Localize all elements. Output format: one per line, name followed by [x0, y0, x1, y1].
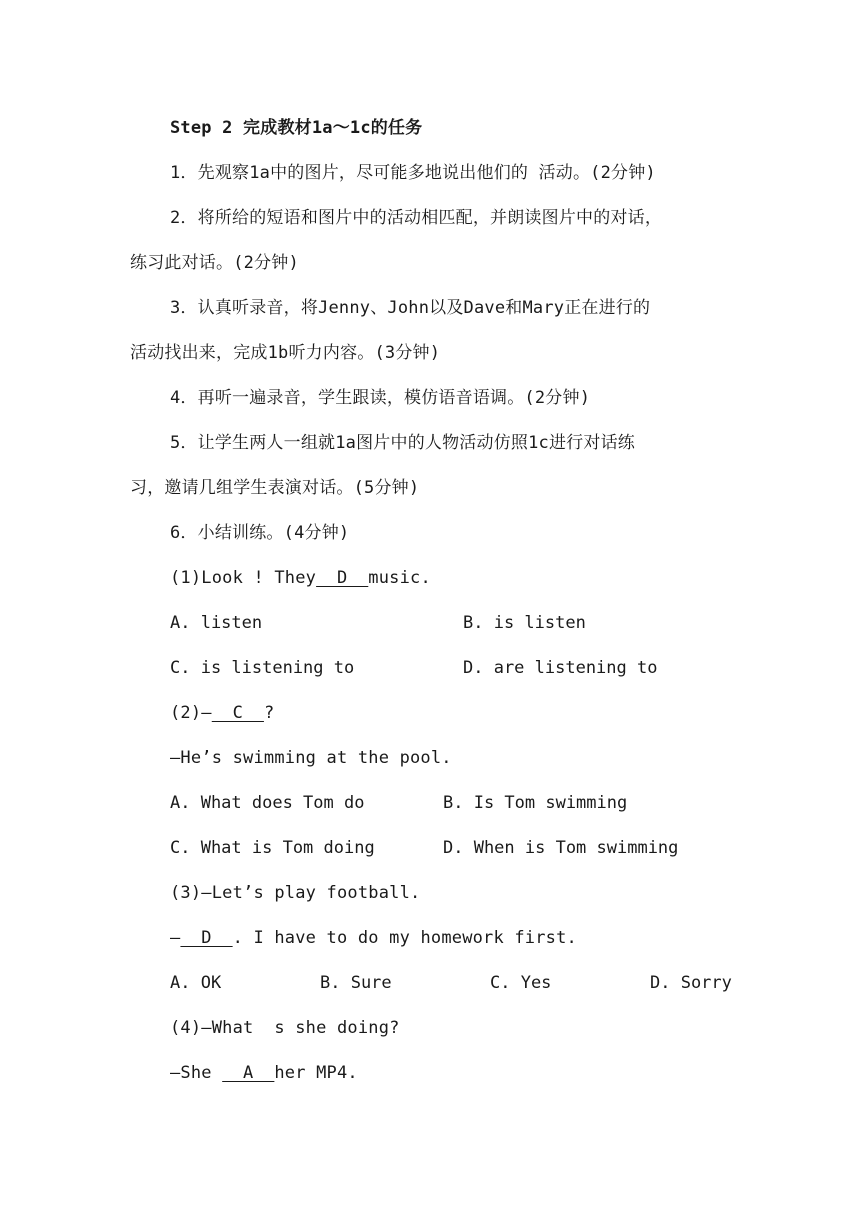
- question-2-suffix: ?: [263, 703, 275, 723]
- question-2-option-c: C. What is Tom doing: [170, 838, 375, 858]
- step-2: 2．将所给的短语和图片中的活动相匹配，并朗读图片中的对话，: [170, 208, 663, 228]
- question-3-option-a: A. OK: [170, 973, 222, 993]
- question-1-option-c: C. is listening to: [170, 658, 355, 678]
- question-3-answer-blank: D: [180, 928, 233, 948]
- question-1-option-a: A. listen: [170, 613, 263, 633]
- step-4: 4．再听一遍录音，学生跟读，模仿语音语调。(2分钟): [170, 388, 591, 408]
- question-2-option-d: D. When is Tom swimming: [443, 838, 679, 858]
- question-3-prompt: (3)—Let’s play football.: [170, 883, 421, 903]
- question-3-option-c: C. Yes: [490, 973, 552, 993]
- question-1-suffix: music.: [368, 568, 431, 588]
- question-4: [170, 1061, 358, 1085]
- step-5: 5．让学生两人一组就1a图片中的人物活动仿照1c进行对话练: [170, 433, 635, 453]
- question-3-option-b: B. Sure: [320, 973, 392, 993]
- question-4-prompt: (4)—What s she doing?: [170, 1018, 400, 1038]
- question-2-answer-blank: C: [211, 703, 264, 723]
- step-3-cont: 活动找出来，完成1b听力内容。(3分钟): [130, 343, 441, 363]
- question-3-prefix: —: [170, 928, 181, 948]
- step-5-cont: 习，邀请几组学生表演对话。(5分钟): [130, 478, 420, 498]
- question-3-suffix: . I have to do my homework first.: [232, 928, 577, 948]
- question-1-answer-blank: D: [316, 568, 369, 588]
- question-4-answer-blank: A: [222, 1063, 275, 1083]
- question-3: [170, 926, 577, 950]
- step-title: Step 2 完成教材1a～1c的任务: [170, 118, 423, 138]
- question-2-option-b: B. Is Tom swimming: [443, 793, 628, 813]
- step-3: 3．认真听录音，将Jenny、John以及Dave和Mary正在进行的: [170, 298, 651, 318]
- question-2: [170, 701, 274, 725]
- step-2-cont: 练习此对话。(2分钟): [130, 253, 299, 273]
- question-1-option-b: B. is listen: [463, 613, 586, 633]
- question-2-option-a: A. What does Tom do: [170, 793, 365, 813]
- question-1: [170, 566, 431, 590]
- question-4-suffix: her MP4.: [274, 1063, 358, 1083]
- question-2-prefix: (2)—: [170, 703, 212, 723]
- question-1-option-d: D. are listening to: [463, 658, 658, 678]
- step-1: 1．先观察1a中的图片，尽可能多地说出他们的 活动。(2分钟): [170, 163, 656, 183]
- question-2-response: —He’s swimming at the pool.: [170, 748, 452, 768]
- question-1-prefix: (1)Look ! They: [170, 568, 317, 588]
- question-3-option-d: D. Sorry: [650, 973, 732, 993]
- step-6: 6．小结训练。(4分钟): [170, 523, 350, 543]
- question-4-prefix: —She: [170, 1063, 223, 1083]
